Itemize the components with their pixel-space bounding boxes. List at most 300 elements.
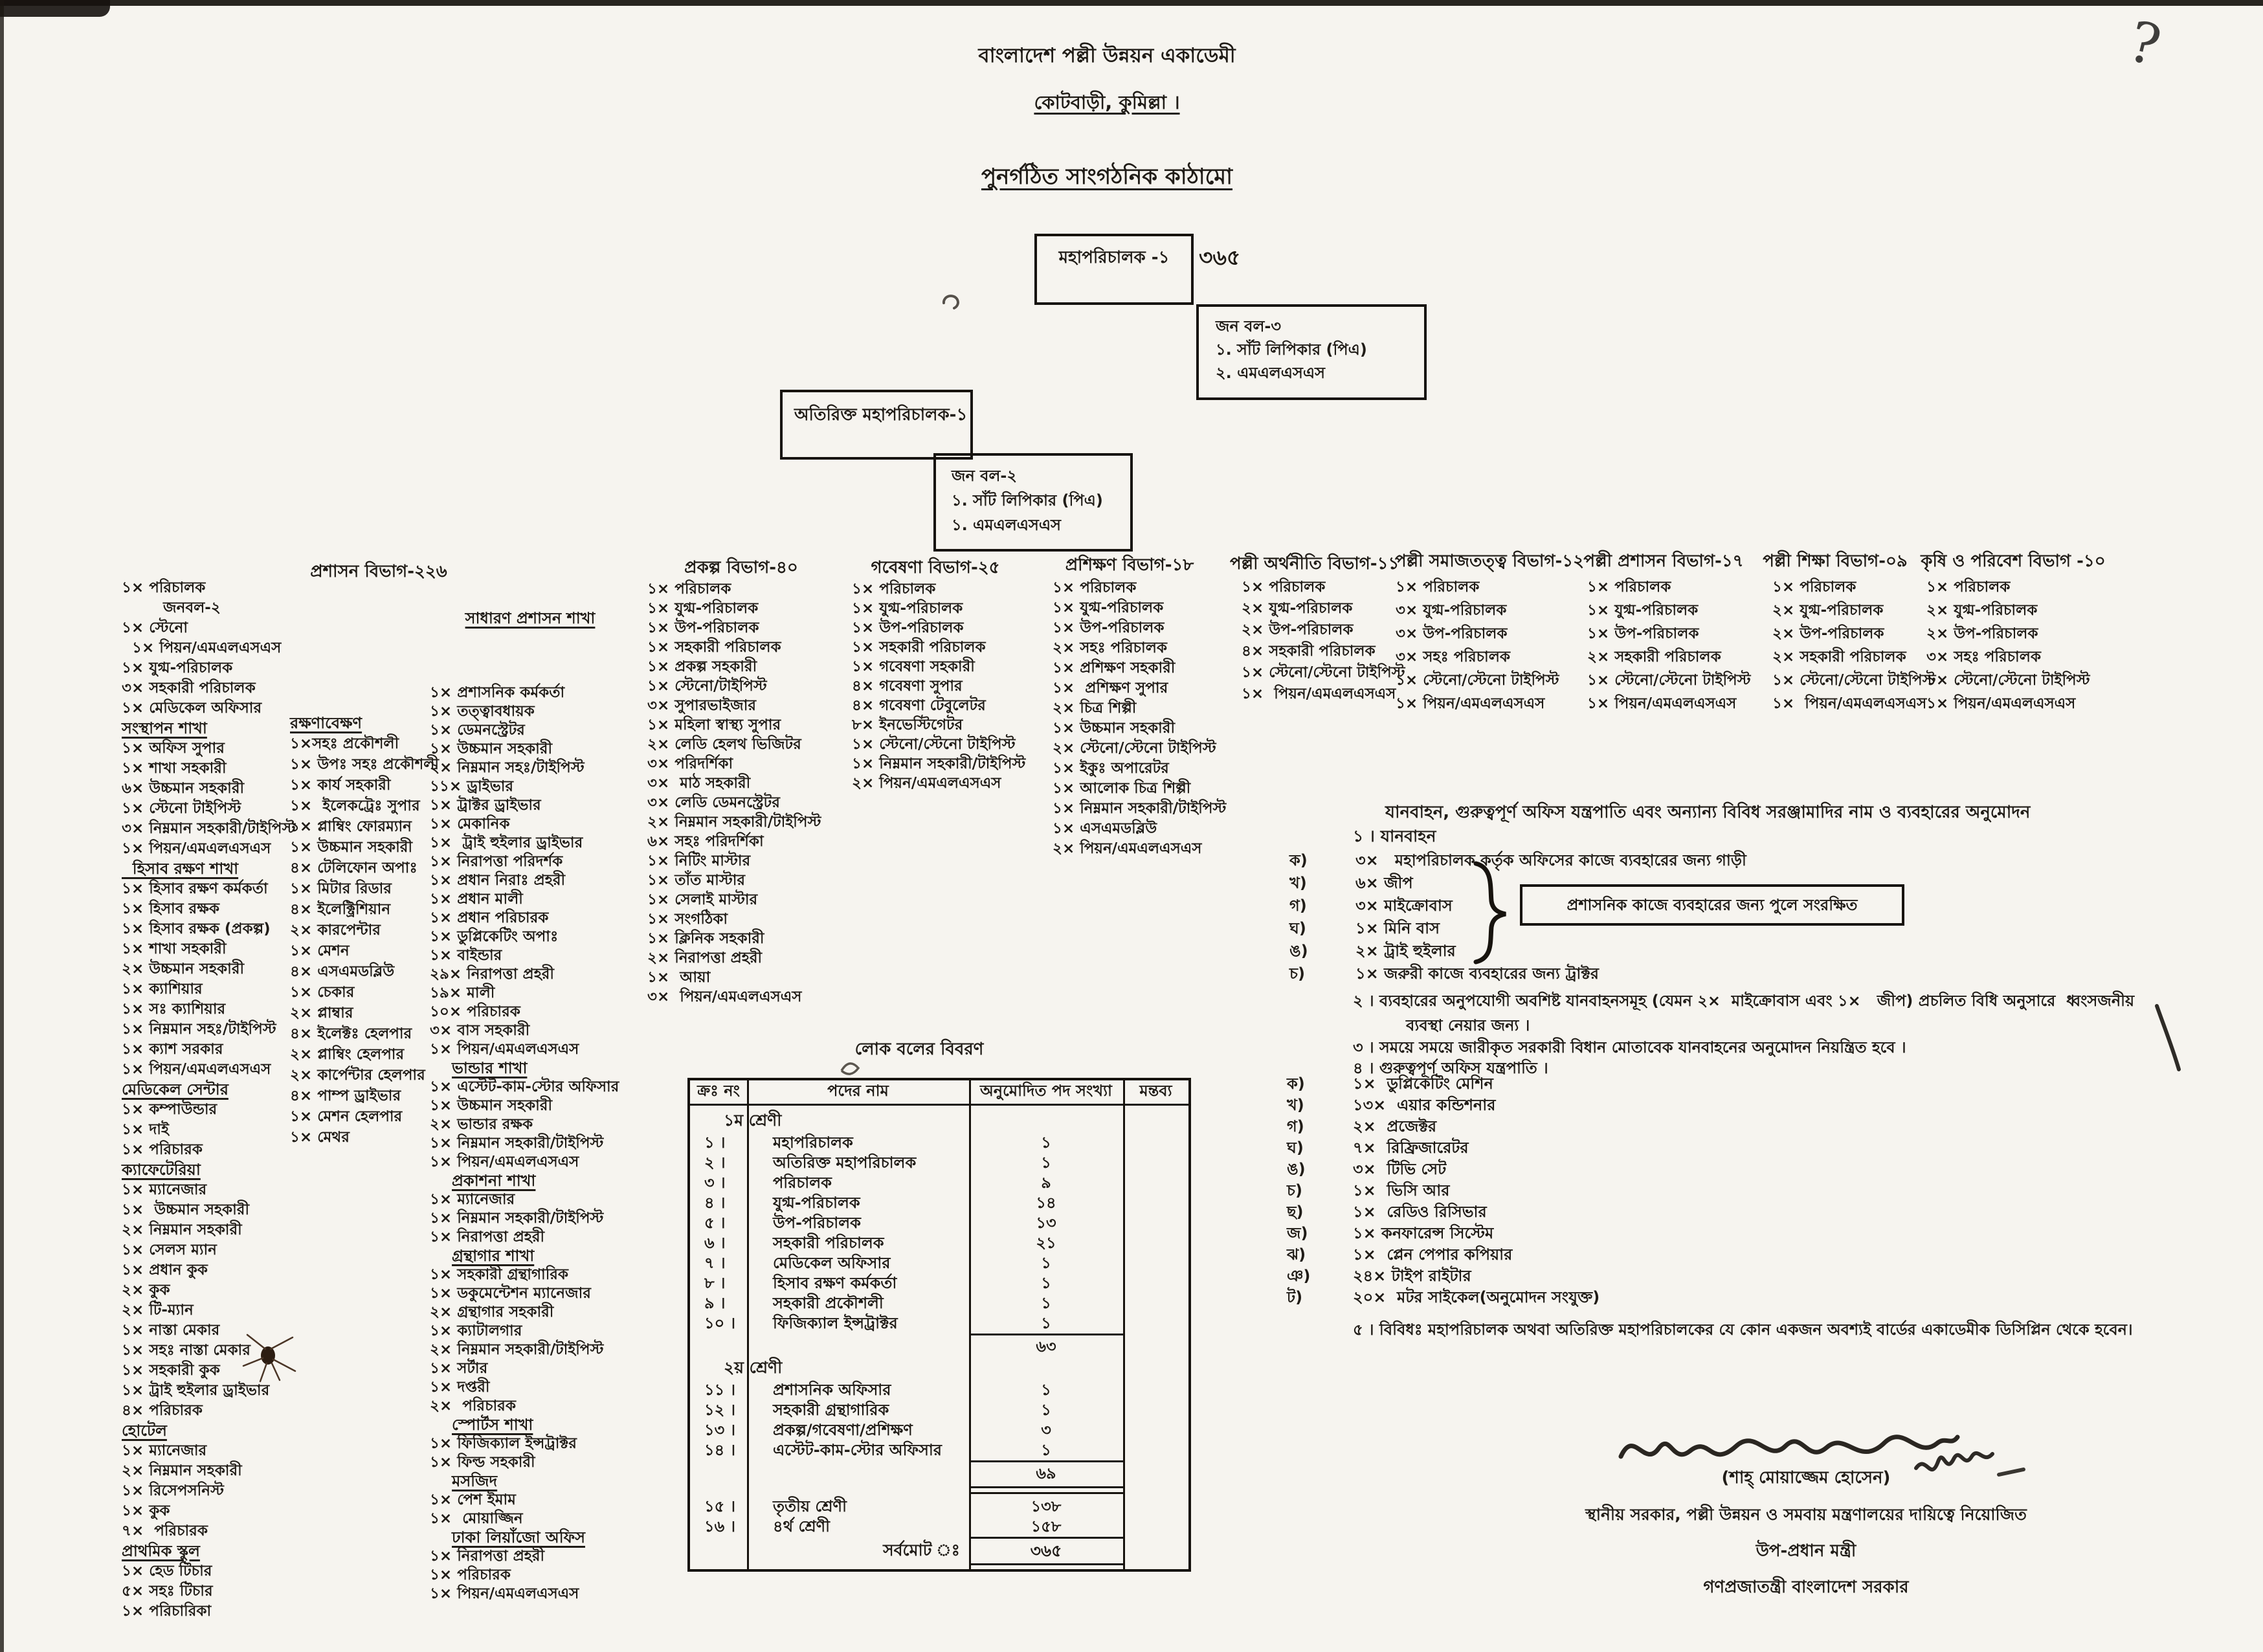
list-item <box>1289 849 1746 872</box>
staff-line: ১× পরিচালক <box>647 581 731 597</box>
item-label: ঞ) <box>1287 1267 1311 1285</box>
staff-line: ৪× সহকারী পরিচালক <box>1242 643 1376 660</box>
table-cell: ৫ । <box>704 1214 726 1232</box>
staff-line: ১× হিসাব রক্ষক (প্রকল্প) <box>122 921 271 937</box>
transport-item2-line1: ২ । ব্যবহারের অনুপযোগী অবশিষ্ট যানবাহনসমূহ (যেমন ২× মাইক্রোবাস এবং ১× জীপ) প্রচলিত বিধি অনুসারে ধ্বংসজনীয় <box>1353 992 2135 1010</box>
table-row <box>690 1273 1188 1293</box>
staff-line: ১× পিয়ন/এমএলএসএস <box>122 1061 271 1078</box>
staff-line: ১× মিটার রিডার <box>290 880 392 897</box>
section-title: সাধারণ প্রশাসন শাখা <box>465 609 596 627</box>
staff-line: ১× উচ্চমান সহকারী <box>430 741 553 757</box>
class-label: ২য় শ্রেণী <box>724 1358 783 1377</box>
table-cell: ১ <box>1041 1401 1051 1419</box>
staff-line: ১× পিয়ন/এমএলএসএস <box>430 1585 579 1602</box>
staff-line: ১. সাঁট লিপিকার (পিএ) <box>1216 340 1367 359</box>
staff-line: ৩× সহঃ পরিচালক <box>1926 649 2041 665</box>
staff-line: ১× তত্ত্বাবধায়ক <box>430 703 535 720</box>
table-cell: ১৫ । <box>704 1497 736 1515</box>
staff-line: ৪× টেলিফোন অপাঃ <box>290 860 418 876</box>
staff-line: ২× উপ-পরিচালক <box>1242 621 1354 638</box>
item-label: ঘ) <box>1287 1139 1304 1157</box>
table-cell: প্রকল্প/গবেষণা/প্রশিক্ষণ <box>773 1421 913 1439</box>
table-cell: ১ <box>1041 1133 1051 1152</box>
staff-line: ১× উচ্চমান সহকারী <box>290 839 413 856</box>
table-row <box>690 1133 1188 1153</box>
table-row <box>690 1313 1188 1334</box>
section-title: ক্যাফেটেরিয়া <box>122 1161 201 1179</box>
staff-line: ১× পরিচালক <box>1772 579 1856 596</box>
subtotal-value: ৬৩ <box>969 1334 1123 1357</box>
table-cell: ৯ <box>1041 1174 1051 1192</box>
staff-line: ১× উচ্চমান সহকারী <box>1053 720 1176 737</box>
signatory-government: গণপ্রজাতন্ত্রী বাংলাদেশ সরকার <box>1703 1578 1909 1597</box>
staff-line: ১× যুগ্ম-পরিচালক <box>852 600 963 617</box>
staff-line: ৪× পাম্প ড্রাইভার <box>290 1088 401 1104</box>
staff-line: ১×সহঃ প্রকৌশলী <box>290 735 399 752</box>
staff-line: ৪× পরিচারক <box>122 1402 203 1419</box>
section-title: মেডিকেল সেন্টার <box>122 1080 229 1099</box>
staff-line: ১০× পরিচারক <box>430 1003 520 1020</box>
staff-line: ১× উচ্চমান সহকারী <box>430 1097 553 1114</box>
list-item <box>1287 1116 1600 1137</box>
division-heading-rural-economics: পল্লী অর্থনীতি বিভাগ-১১ <box>1230 554 1399 574</box>
item-label: ছ) <box>1287 1203 1304 1221</box>
staff-line: ২. এমএলএসএস <box>1216 364 1326 382</box>
staff-line: ১× নিটিং মাস্টার <box>647 853 751 869</box>
staff-line: ১× স্টেনো/স্টেনো টাইপিস্ট <box>1396 672 1559 689</box>
staff-line: ১× শাখা সহকারী <box>122 941 227 957</box>
staff-line: ১× ক্যাশিয়ার <box>122 981 203 998</box>
staff-line: ১১× ড্রাইভার <box>430 778 514 795</box>
staff-line: ৩× বাস সহকারী <box>430 1022 530 1039</box>
staff-line: ১× উপ-পরিচালক <box>1053 620 1165 636</box>
staff-line: ১× পরিচালক <box>122 579 206 596</box>
staff-line: ৪× গবেষণা সুপার <box>852 678 963 695</box>
staff-line: ১× মেশন <box>290 943 350 959</box>
staff-line: ১× কার্য সহকারী <box>290 777 391 794</box>
item-label: চ) <box>1289 965 1305 983</box>
section-title: ঢাকা লিয়াঁজো অফিস <box>452 1528 585 1546</box>
staff-line: ২× পরিচারক <box>430 1398 516 1414</box>
staff-line: ১× মহিলা স্বাস্থ্য সুপার <box>647 717 781 733</box>
grand-total-row <box>690 1537 1188 1565</box>
staff-line: ১× মেশন হেলপার <box>290 1108 403 1125</box>
col-header-remarks: মন্তব্য <box>1139 1082 1172 1100</box>
staff-line: ১× নিম্নমান সহঃ/টাইপিস্ট <box>122 1021 276 1038</box>
staff-line: ১× সঃ ক্যাশিয়ার <box>122 1001 226 1018</box>
staff-line: ১× সহকারী পরিচালক <box>647 639 781 656</box>
staff-line: ২× কুক <box>122 1282 170 1299</box>
staff-line: ১× নাস্তা মেকার <box>122 1322 220 1339</box>
table-cell: মহাপরিচালক <box>773 1133 853 1152</box>
table-cell: ১৪ । <box>704 1441 736 1459</box>
staff-box-title: জন বল-২ <box>952 467 1017 485</box>
staff-line: ১× পরিচালক <box>1396 579 1480 596</box>
item-text: ৬× জীপ <box>1355 874 1413 892</box>
section-title: প্রকাশনা শাখা <box>452 1172 536 1190</box>
staff-line: ১× নিম্নমান সহকারী/টাইপিস্ট <box>1053 800 1227 817</box>
staff-line: ১× তাঁত মাস্টার <box>647 872 746 889</box>
grand-total-label: সর্বমোট ঃ <box>883 1540 960 1559</box>
staff-line: ১× হিসাব রক্ষণ কর্মকর্তা <box>122 880 268 897</box>
table-row <box>690 1380 1188 1400</box>
table-cell: ১৩ <box>1036 1214 1056 1232</box>
staff-line: ১× সেলস ম্যান <box>122 1242 217 1258</box>
division-column-rural-administration <box>1587 575 1801 715</box>
equipment-heading: ৪ । গুরুত্বপূর্ণ অফিস যন্ত্রপাতি । <box>1353 1059 1548 1077</box>
table-row <box>690 1400 1188 1420</box>
director-general-box: মহাপরিচালক -১ <box>1034 234 1194 305</box>
table-cell: ৪ । <box>704 1194 726 1212</box>
staff-box-title: জন বল-৩ <box>1216 317 1281 335</box>
staff-line: ১৯× মালী <box>430 985 495 1001</box>
staff-line: ১× সংগঠিকা <box>647 911 728 928</box>
staff-line: ১× ক্যাটালগার <box>430 1323 522 1339</box>
handwritten-question-mark: ? <box>2122 8 2167 80</box>
adg-staff-box <box>933 453 1133 552</box>
table-title: লোক বলের বিবরণ <box>854 1040 984 1059</box>
staff-line: ২× উচ্চমান সহকারী <box>122 961 245 977</box>
staff-line: ১× আয়া <box>647 969 711 986</box>
col-header-approved-posts: অনুমোদিত পদ সংখ্যা <box>980 1082 1112 1100</box>
org-name: বাংলাদেশ পল্লী উন্নয়ন একাডেমী <box>978 44 1236 67</box>
table-cell: মেডিকেল অফিসার <box>773 1254 891 1272</box>
table-cell: সহকারী পরিচালক <box>773 1234 884 1252</box>
staff-line: ১× প্রধান পরিচারক <box>430 910 549 926</box>
staff-summary-table <box>687 1078 1191 1572</box>
item-text: ১× ডুপ্লিকেটিং মেশিন <box>1353 1075 1493 1093</box>
staff-line: ১× প্রধান নিরাঃ প্রহরী <box>430 872 566 889</box>
staff-line: ১× মেথর <box>290 1129 350 1146</box>
item-text: ৩× মহাপরিচালক কর্তৃক অফিসের কাজে ব্যবহারের জন্য গাড়ী <box>1355 851 1746 869</box>
table-cell: পরিচালক <box>773 1174 832 1192</box>
staff-line: ১× পরিচালক <box>1926 579 2011 596</box>
staff-line: ১× স্টেনো/স্টেনো টাইপিস্ট <box>1242 664 1405 681</box>
list-item <box>1289 963 1746 985</box>
staff-line: ১× নিরাপত্তা প্রহরী <box>430 1548 545 1565</box>
double-rule <box>969 1486 1123 1494</box>
staff-line: ১× কম্পাউন্ডার <box>122 1101 217 1118</box>
staff-line: ১× যুগ্ম-পরিচালক <box>647 600 759 617</box>
staff-line: ১× উচ্চমান সহকারী <box>122 1201 250 1218</box>
transport-item3: ৩ । সময়ে সময়ে জারীকৃত সরকারী বিধান মোতাবেক যানবাহনের অনুমোদন নিয়ন্ত্রিত হবে । <box>1353 1038 1906 1056</box>
item-text: ১× ভিসি আর <box>1353 1181 1450 1200</box>
table-row <box>690 1193 1188 1213</box>
signatory-designation-line1: স্থানীয় সরকার, পল্লী উন্নয়ন ও সমবায় মন্ত্রণালয়ের দায়িত্বে নিয়োজিত <box>1585 1505 2027 1524</box>
staff-line: ২× যুগ্ম-পরিচালক <box>1926 602 2038 619</box>
section-title: প্রাথমিক স্কুল <box>122 1542 200 1560</box>
item-label: ঙ) <box>1289 942 1308 960</box>
table-cell: ১ <box>1041 1254 1051 1272</box>
table-row <box>690 1213 1188 1233</box>
table-cell: ৬ । <box>704 1234 726 1252</box>
staff-line: ১× পিয়ন/এমএলএসএস <box>430 1041 579 1058</box>
staff-line: ১× উপ-পরিচালক <box>647 620 759 636</box>
table-cell: ১ । <box>704 1133 726 1152</box>
staff-line: ১× উপঃ সহঃ প্রকৌশলী <box>290 756 439 773</box>
col-header-serial: ক্রঃ নং <box>697 1082 740 1100</box>
table-cell: ১১ । <box>704 1381 736 1399</box>
insect-mark <box>241 1332 299 1384</box>
grand-total-value: ৩৬৫ <box>969 1537 1123 1565</box>
transport-item2-line2: ব্যবস্থা নেয়ার জন্য । <box>1406 1016 1530 1034</box>
staff-line: ৩× সুপারভাইজার <box>647 697 757 714</box>
item-text: ১× কনফারেন্স সিস্টেম <box>1353 1224 1494 1242</box>
staff-line: ১× মেকানিক <box>430 816 510 832</box>
staff-line: ৫× সহঃ টিচার <box>122 1583 213 1600</box>
staff-line: ২× ভান্ডার রক্ষক <box>430 1116 533 1133</box>
item-label: ক) <box>1287 1075 1305 1093</box>
item-text: ১× প্লেন পেপার কপিয়ার <box>1353 1245 1513 1264</box>
table-row <box>690 1420 1188 1440</box>
section-title: হোটেল <box>122 1422 167 1440</box>
staff-line: ৬× উচ্চমান সহকারী <box>122 780 245 797</box>
list-item <box>1287 1073 1600 1095</box>
table-row <box>690 1233 1188 1253</box>
signatory-name: (শাহ্‌ মোয়াজ্জেম হোসেন) <box>1721 1468 1891 1488</box>
staff-line: ১× স্টেনো টাইপিস্ট <box>122 800 241 817</box>
staff-line: ৩× মাঠ সহকারী <box>647 775 751 792</box>
staff-line: ১. এমএলএসএস <box>952 516 1061 534</box>
table-row <box>690 1293 1188 1313</box>
table-cell: ১ <box>1041 1274 1051 1292</box>
staff-line: ৪× ইলেক্ট্রিশিয়ান <box>290 901 391 918</box>
staff-line: ৩× পরিদর্শিকা <box>647 755 733 772</box>
staff-line: ১× যুগ্ম-পরিচালক <box>1587 602 1699 619</box>
staff-line: ২× সহকারী পরিচালক <box>1772 649 1906 665</box>
table-row <box>690 1173 1188 1193</box>
item-text: ৭× রিফ্রিজারেটর <box>1353 1139 1469 1157</box>
staff-line: ২× নিম্নমান সহঃ/টাইপিস্ট <box>430 759 585 776</box>
table-cell: ১ <box>1041 1294 1051 1312</box>
staff-line: ১× ডকুমেন্টেশন ম্যানেজার <box>430 1285 591 1302</box>
staff-line: ১× ইলেকট্রেঃ সুপার <box>290 798 420 814</box>
item-text: ১× রেডিও রিসিভার <box>1353 1203 1487 1221</box>
dg-staff-box <box>1196 304 1427 400</box>
table-cell: ১৬ । <box>704 1517 736 1535</box>
staff-line: ১. সাঁট লিপিকার (পিএ) <box>952 491 1103 509</box>
table-cell: যুগ্ম-পরিচালক <box>773 1194 860 1212</box>
table-row <box>690 1253 1188 1273</box>
table-cell: ১৩৮ <box>1031 1497 1062 1515</box>
section-title: ভান্ডার শাখা <box>452 1059 528 1077</box>
staff-line: ১× স্টেনো/স্টেনো টাইপিস্ট <box>852 736 1016 753</box>
staff-line: ১× গবেষণা সহকারী <box>852 658 975 675</box>
staff-line: ২× নিরাপত্তা প্রহরী <box>647 950 763 966</box>
staff-line: ১× ম্যানেজার <box>122 1181 207 1198</box>
staff-line: ৩× সহকারী পরিচালক <box>122 680 256 697</box>
staff-line: ১× কুক <box>122 1502 170 1519</box>
item-text: ৩× টিভি সেট <box>1353 1160 1447 1178</box>
section-title: সংস্থাপন শাখা <box>122 719 207 737</box>
table-cell: ১ <box>1041 1381 1051 1399</box>
staff-line: ১× দাই <box>122 1121 169 1138</box>
col-header-post-name: পদের নাম <box>827 1082 889 1100</box>
staff-line: ২× লেডি হেলথ ভিজিটর <box>647 736 801 753</box>
staff-line: ১× পিয়ন/এমএলএসএস <box>1772 695 1927 712</box>
staff-line: জনবল-২ <box>122 599 221 616</box>
division-column-research <box>852 579 1053 793</box>
list-item <box>1287 1137 1600 1159</box>
staff-line: ১× ট্রাই হুইলার ড্রাইভার <box>122 1382 270 1399</box>
item-label: ক) <box>1289 851 1308 869</box>
staff-line: ২× সহকারী পরিচালক <box>1587 649 1721 665</box>
staff-line: ১× শাখা সহকারী <box>122 760 227 777</box>
additional-dg-box: অতিরিক্ত মহাপরিচালক-১ <box>780 390 973 460</box>
staff-line: ১× এস্টেট-কাম-স্টোর অফিসার <box>430 1078 619 1095</box>
staff-line: ২× উপ-পরিচালক <box>1772 625 1884 642</box>
list-item <box>1287 1287 1600 1308</box>
staff-line: ১× এসএমডব্লিউ <box>1053 820 1157 837</box>
staff-line: ২× কারপেন্টার <box>290 922 381 939</box>
staff-line: ১× হিসাব রক্ষক <box>122 900 219 917</box>
scan-edge-corner <box>0 0 110 17</box>
division-column-rural-sociology <box>1396 575 1609 715</box>
staff-line: ৪× ইলেক্টঃ হেলপার <box>290 1025 412 1042</box>
staff-line: ২× নিম্নমান সহকারী/টাইপিস্ট <box>430 1341 604 1358</box>
staff-line: ১× পিয়ন/এমএলএসএস <box>122 840 271 857</box>
staff-line: ১× পিয়ন/এমএলএসএস <box>430 1154 579 1170</box>
staff-line: ১× ক্যাশ সরকার <box>122 1041 223 1058</box>
section-title: হিসাব রক্ষণ শাখা <box>122 860 239 878</box>
staff-line: ১× স্টেনো/স্টেনো টাইপিস্ট <box>1772 672 1936 689</box>
misc-note: ৫ । বিবিধঃ মহাপরিচালক অথবা অতিরিক্ত মহাপরিচালকের যে কোন একজন অবশ্যই বার্ডের একাডেমীক ডিসিপ্লিন থেকে হবেন। <box>1353 1321 2133 1339</box>
staff-line: ১× পরিচারিকা <box>122 1603 212 1620</box>
staff-line: ২× পিয়ন/এমএলএসএস <box>852 775 1001 792</box>
staff-line: ১× পরিচালক <box>1053 579 1137 596</box>
item-label: গ) <box>1287 1117 1304 1135</box>
table-cell: অতিরিক্ত মহাপরিচালক <box>773 1154 917 1172</box>
item-text: ২৪× টাইপ রাইটার <box>1353 1267 1471 1285</box>
table-cell: ৩ <box>1041 1421 1051 1439</box>
staff-line: ১× পিয়ন/এমএলএসএস <box>1242 686 1396 702</box>
list-item <box>1287 1201 1600 1223</box>
staff-line: ১× অফিস সুপার <box>122 740 225 757</box>
staff-line: ৪× এসএমডব্লিউ <box>290 963 395 980</box>
staff-line: ২৯× নিরাপত্তা প্রহরী <box>430 966 555 983</box>
staff-line: ৩× নিম্নমান সহকারী/টাইপিস্ট <box>122 820 296 837</box>
document-title: পুনর্গঠিত সাংগঠনিক কাঠামো <box>981 164 1233 190</box>
item-label: ট) <box>1287 1288 1303 1306</box>
item-text: ১৩× এয়ার কন্ডিশনার <box>1353 1096 1496 1114</box>
table-row <box>690 1153 1188 1173</box>
table-cell: ২১ <box>1036 1234 1056 1252</box>
staff-line: ৪× গবেষণা টেবুলেটর <box>852 697 986 714</box>
staff-line: ৭× পরিচারক <box>122 1523 208 1539</box>
staff-line: ৩× লেডি ডেমনস্ট্রেটর <box>647 794 780 811</box>
staff-line: ১× পরিচারক <box>122 1141 203 1158</box>
table-cell: ১৩ । <box>704 1421 736 1439</box>
staff-line: ২× পিয়ন/এমএলএসএস <box>1053 840 1202 857</box>
item-label: গ) <box>1289 897 1307 915</box>
staff-line: ১× রিসেপসনিস্ট <box>122 1482 224 1499</box>
table-cell: ৮ । <box>704 1274 726 1292</box>
staff-line: ১× নিম্নমান সহকারী/টাইপিস্ট <box>852 755 1026 772</box>
table-cell: ১২ । <box>704 1401 736 1419</box>
staff-line: ১× পেশ ইমাম <box>430 1491 516 1508</box>
staff-line: ১× প্রধান মালী <box>430 891 523 908</box>
table-row <box>690 1440 1188 1460</box>
division-column-agriculture-environment <box>1926 575 2140 715</box>
table-header-row <box>690 1080 1188 1106</box>
staff-line: ২× স্টেনো/স্টেনো টাইপিস্ট <box>1053 740 1216 757</box>
item-label: ঙ) <box>1287 1160 1306 1178</box>
staff-line: ২× প্লাম্বার <box>290 1005 353 1021</box>
list-item <box>1287 1159 1600 1180</box>
staff-line: ১× পিয়ন/এমএলএসএস <box>122 640 282 656</box>
staff-line: ২× টি-ম্যান <box>122 1302 194 1319</box>
list-item <box>1287 1244 1600 1266</box>
staff-line: ১× প্রশাসনিক কর্মকর্তা <box>430 684 565 701</box>
staff-line: ১× আলোক চিত্র শিল্পী <box>1053 780 1191 797</box>
staff-line: ১× দপ্তরী <box>430 1379 490 1396</box>
subtotal-row <box>690 1460 1188 1485</box>
item-text: ১× মিনি বাস <box>1355 919 1440 937</box>
staff-line: ১× পিয়ন/এমএলএসএস <box>1926 695 2076 712</box>
division-heading-rural-education: পল্লী শিক্ষা বিভাগ-০৯ <box>1763 552 1908 571</box>
table-cell: এস্টেট-কাম-স্টোর অফিসার <box>773 1441 942 1459</box>
subtotal-value: ৬৯ <box>969 1460 1123 1484</box>
staff-line: ২× নিম্নমান সহকারী/টাইপিস্ট <box>647 814 821 831</box>
table-cell: সহকারী প্রকৌশলী <box>773 1294 884 1312</box>
table-cell: ১ <box>1041 1154 1051 1172</box>
table-cell: ১০ । <box>704 1314 736 1332</box>
staff-line: ১× পিয়ন/এমএলএসএস <box>1396 695 1545 712</box>
division-column-training <box>1053 578 1253 859</box>
item-text: ২০× মটর সাইকেল(অনুমোদন সংযুক্ত) <box>1353 1288 1600 1306</box>
staff-line: ১× সহকারী পরিচালক <box>852 639 986 656</box>
staff-line: ১× স্টেনো/স্টেনো টাইপিস্ট <box>1926 672 2090 689</box>
item-label: খ) <box>1287 1096 1304 1114</box>
staff-line: ১× ডেমনস্ট্রেটর <box>430 722 525 739</box>
staff-line: ১× চেকার <box>290 984 355 1001</box>
staff-line: ১× ডুপ্লিকেটিং অপাঃ <box>430 928 559 945</box>
document-header <box>926 40 1288 197</box>
stray-mark <box>940 289 966 315</box>
staff-line: ১× যুগ্ম-পরিচালক <box>122 660 233 676</box>
staff-line: ১× সর্টার <box>430 1360 488 1377</box>
staff-line: ১× প্রধান কুক <box>122 1262 208 1278</box>
staff-line: ২× গ্রন্থাগার সহকারী <box>430 1304 554 1321</box>
staff-line: ২× যুগ্ম-পরিচালক <box>1242 600 1353 617</box>
staff-line: ১× সহকারী কুক <box>122 1362 220 1379</box>
item-text: ২× প্রজেক্টর <box>1353 1117 1437 1135</box>
staff-line: ১× নিরাপত্তা প্রহরী <box>430 1229 545 1245</box>
staff-line: ৮× ইনভেস্টিগেটর <box>852 717 963 733</box>
list-item <box>1287 1266 1600 1287</box>
table-cell: উপ-পরিচালক <box>773 1214 861 1232</box>
table-cell: সহকারী গ্রন্থাগারিক <box>773 1401 889 1419</box>
table-cell: ফিজিক্যাল ইন্সট্রাক্টর <box>773 1314 898 1332</box>
table-cell: তৃতীয় শ্রেণী <box>773 1497 847 1515</box>
division-heading-research: গবেষণা বিভাগ-২৫ <box>871 558 1000 577</box>
list-item <box>1287 1095 1600 1116</box>
staff-line: ১× পিয়ন/এমএলএসএস <box>1587 695 1737 712</box>
division-column-general-admin <box>430 609 630 1603</box>
table-row <box>690 1517 1188 1537</box>
scan-edge-left <box>0 0 4 1652</box>
staff-line: ১× ফিজিক্যাল ইন্সট্রাক্টর <box>430 1435 577 1452</box>
list-item <box>1287 1180 1600 1201</box>
division-heading-agriculture-environment: কৃষি ও পরিবেশ বিভাগ -১০ <box>1921 552 2106 571</box>
staff-line: ২× চিত্র শিল্পী <box>1053 700 1137 717</box>
staff-line: ১× ক্লিনিক সহকারী <box>647 930 764 947</box>
staff-line: ১× ট্রাই হুইলার ড্রাইভার <box>430 834 583 851</box>
staff-line: ১× উপ-পরিচালক <box>1587 625 1699 642</box>
staff-line: ১× মেডিকেল অফিসার <box>122 700 262 717</box>
staff-line: ১× ফিল্ড সহকারী <box>430 1454 535 1471</box>
staff-line: ১× স্টেনো/স্টেনো টাইপিস্ট <box>1587 672 1751 689</box>
